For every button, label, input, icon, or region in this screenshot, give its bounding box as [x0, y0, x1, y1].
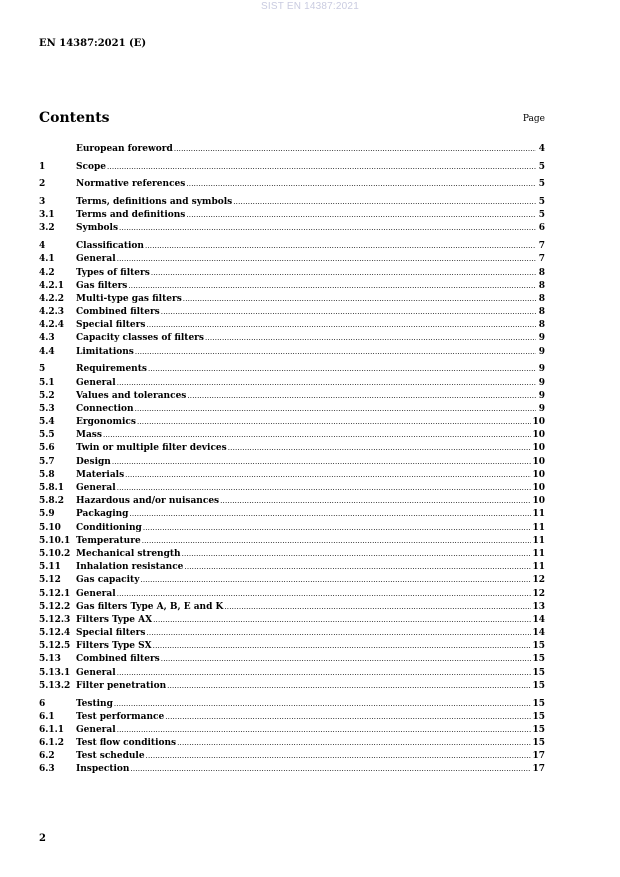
- toc-entry-number: 5.12: [39, 575, 61, 586]
- toc-entry-number: 5.8.2: [39, 496, 65, 507]
- toc-entry[interactable]: [39, 332, 545, 345]
- toc-entry[interactable]: [39, 614, 545, 627]
- toc-entry-title: General: [76, 724, 116, 735]
- toc-entry[interactable]: [39, 495, 545, 508]
- toc-entry-page: 15: [532, 738, 545, 749]
- toc-entry-page: 5: [538, 210, 545, 221]
- toc-entry-title: General: [76, 483, 116, 493]
- toc-entry-page: 8: [538, 320, 545, 331]
- toc-entry[interactable]: [39, 363, 545, 376]
- toc-entry[interactable]: [39, 319, 545, 332]
- toc-entry-number: 4.3: [39, 333, 55, 344]
- toc-entry-title: Capacity classes of filters: [76, 333, 204, 344]
- toc-entry[interactable]: [39, 178, 545, 191]
- toc-entry-number: 5.12.5: [39, 641, 71, 652]
- toc-entry-number: 5.13.2: [39, 680, 71, 691]
- page-column-label: Page: [522, 114, 545, 124]
- toc-entry-page: 15: [532, 680, 545, 691]
- toc-entry-page: 15: [532, 711, 545, 722]
- toc-entry-page: 15: [532, 641, 545, 652]
- toc-entry-title: Inhalation resistance: [76, 562, 184, 573]
- dot-leader: [146, 750, 532, 763]
- toc-entry-title: Terms and definitions: [76, 210, 186, 221]
- dot-leader: [183, 293, 536, 306]
- toc-entry-page: 8: [538, 307, 545, 318]
- dot-leader: [151, 267, 536, 280]
- toc-entry-title: Test schedule: [76, 751, 145, 762]
- page-title: Contents: [39, 110, 110, 126]
- toc-entry-number: 6.1: [39, 711, 55, 722]
- toc-entry-title: Multi-type gas filters: [76, 293, 182, 304]
- toc-entry-page: 7: [538, 254, 545, 265]
- toc-entry-page: 15: [532, 667, 545, 678]
- dot-leader: [142, 535, 532, 548]
- toc-entry-page: 7: [538, 241, 545, 252]
- dot-leader: [153, 640, 532, 653]
- dot-leader: [117, 253, 536, 266]
- toc-entry[interactable]: [39, 508, 545, 521]
- dot-leader: [184, 561, 531, 574]
- toc-entry-title: Temperature: [76, 535, 141, 546]
- dot-leader: [174, 143, 536, 156]
- toc-entry[interactable]: [39, 574, 545, 587]
- toc-entry-title: Connection: [76, 403, 134, 414]
- toc-entry-page: 11: [532, 522, 545, 533]
- toc-entry[interactable]: [39, 377, 545, 390]
- toc-entry-page: 8: [538, 280, 545, 291]
- dot-leader: [140, 574, 531, 587]
- toc-entry[interactable]: [39, 222, 545, 235]
- dot-leader: [117, 482, 532, 495]
- toc-entry[interactable]: [39, 522, 545, 535]
- toc-entry-number: 5.6: [39, 443, 55, 454]
- toc-entry-title: Hazardous and/or nuisances: [76, 496, 220, 507]
- toc-entry-number: 5.10.1: [39, 535, 71, 546]
- dot-leader: [145, 240, 536, 253]
- toc-entry[interactable]: [39, 667, 545, 680]
- dot-leader: [146, 319, 536, 332]
- toc-entry[interactable]: [39, 416, 545, 429]
- toc-entry-page: 14: [532, 628, 545, 639]
- toc-entry-title: Gas filters Type A, B, E and K: [76, 601, 224, 612]
- toc-entry-number: 5.12.2: [39, 601, 71, 612]
- toc-entry[interactable]: [39, 737, 545, 750]
- toc-entry[interactable]: [39, 535, 545, 548]
- dot-leader: [233, 196, 536, 209]
- toc-entry[interactable]: [39, 653, 545, 666]
- toc-entry-page: 11: [532, 562, 545, 573]
- toc-entry-title: Mass: [76, 430, 102, 441]
- toc-entry-page: 17: [532, 751, 545, 762]
- dot-leader: [129, 508, 531, 521]
- toc-entry-title: General: [76, 588, 116, 599]
- dot-leader: [117, 377, 536, 390]
- toc-entry[interactable]: [39, 711, 545, 724]
- toc-entry-title: General: [76, 667, 116, 678]
- toc-entry-title: Mechanical strength: [76, 548, 181, 559]
- toc-entry[interactable]: [39, 253, 545, 266]
- toc-entry[interactable]: [39, 680, 545, 693]
- toc-entry[interactable]: [39, 403, 545, 416]
- toc-entry-title: Special filters: [76, 320, 146, 331]
- toc-entry[interactable]: [39, 724, 545, 737]
- dot-leader: [130, 763, 531, 776]
- toc-entry-number: 3.1: [39, 210, 55, 221]
- toc-entry-number: 4.4: [39, 346, 55, 357]
- toc-entry-number: 4.2.2: [39, 293, 65, 304]
- toc-entry[interactable]: [39, 280, 545, 293]
- toc-entry[interactable]: [39, 763, 545, 776]
- toc-entry-number: 5.2: [39, 390, 55, 401]
- toc-entry-title: Normative references: [76, 179, 186, 190]
- toc-entry-title: Gas capacity: [76, 575, 140, 586]
- toc-entry-page: 10: [532, 417, 545, 428]
- toc-entry-page: 13: [532, 601, 545, 612]
- toc-entry[interactable]: [39, 143, 545, 156]
- toc-entry-title: Filter penetration: [76, 680, 167, 691]
- toc-entry-page: 9: [538, 377, 545, 388]
- toc-entry-title: Gas filters: [76, 280, 128, 291]
- toc-entry-title: Design: [76, 456, 111, 467]
- toc-entry[interactable]: [39, 627, 545, 640]
- toc-entry[interactable]: [39, 196, 545, 209]
- toc-entry-title: Requirements: [76, 364, 147, 375]
- table-of-contents: [39, 143, 545, 777]
- dot-leader: [182, 548, 532, 561]
- toc-entry-title: General: [76, 254, 116, 265]
- toc-entry-page: 15: [532, 654, 545, 665]
- toc-entry-title: General: [76, 377, 116, 388]
- toc-entry-title: Terms, definitions and symbols: [76, 197, 233, 208]
- toc-entry-number: 5.1: [39, 377, 55, 388]
- toc-entry-number: 5.12.1: [39, 588, 71, 599]
- toc-entry-title: Symbols: [76, 223, 119, 234]
- toc-entry[interactable]: [39, 588, 545, 601]
- toc-entry-title: Special filters: [76, 628, 146, 639]
- toc-entry-page: 10: [532, 443, 545, 454]
- toc-entry[interactable]: [39, 482, 545, 495]
- toc-entry-page: 12: [532, 575, 545, 586]
- toc-entry[interactable]: [39, 750, 545, 763]
- toc-entry-number: 5.9: [39, 509, 55, 520]
- dot-leader: [224, 601, 531, 614]
- toc-entry[interactable]: [39, 429, 545, 442]
- dot-leader: [112, 456, 532, 469]
- toc-entry[interactable]: [39, 456, 545, 469]
- toc-entry-number: 5.10: [39, 522, 61, 533]
- toc-entry-number: 3: [39, 197, 46, 208]
- dot-leader: [117, 588, 532, 601]
- toc-entry[interactable]: [39, 293, 545, 306]
- toc-entry[interactable]: [39, 548, 545, 561]
- dot-leader: [161, 306, 536, 319]
- toc-entry-page: 10: [532, 483, 545, 493]
- toc-entry-title: Combined filters: [76, 654, 160, 665]
- dot-leader: [103, 429, 532, 442]
- toc-entry-page: 12: [532, 588, 545, 599]
- toc-entry-number: 4.2.3: [39, 307, 65, 318]
- toc-entry-number: 4.2: [39, 267, 55, 278]
- dot-leader: [143, 522, 532, 535]
- dot-leader: [153, 614, 531, 627]
- dot-leader: [135, 346, 536, 359]
- toc-entry-number: 1: [39, 161, 46, 172]
- dot-leader: [205, 332, 536, 345]
- dot-leader: [107, 161, 536, 174]
- toc-entry-number: 5.3: [39, 403, 55, 414]
- toc-entry-title: Materials: [76, 469, 125, 480]
- toc-entry-number: 4: [39, 241, 46, 252]
- toc-entry-page: 10: [532, 469, 545, 480]
- dot-leader: [228, 442, 532, 455]
- toc-entry[interactable]: [39, 442, 545, 455]
- toc-entry-page: 6: [538, 223, 545, 234]
- toc-entry-number: 4.1: [39, 254, 55, 265]
- dot-leader: [165, 711, 531, 724]
- toc-entry-page: 9: [538, 403, 545, 414]
- dot-leader: [186, 209, 536, 222]
- toc-entry-title: Packaging: [76, 509, 129, 520]
- toc-entry-page: 8: [538, 267, 545, 278]
- toc-entry-title: Conditioning: [76, 522, 142, 533]
- toc-entry-number: 5.13: [39, 654, 61, 665]
- dot-leader: [117, 667, 532, 680]
- toc-entry-page: 9: [538, 364, 545, 375]
- toc-entry-page: 15: [532, 698, 545, 709]
- toc-entry-page: 10: [532, 456, 545, 467]
- toc-entry-title: Testing: [76, 698, 113, 709]
- toc-entry-number: 6: [39, 698, 46, 709]
- toc-entry-number: 6.3: [39, 764, 55, 775]
- toc-entry-page: 17: [532, 764, 545, 775]
- watermark: SIST EN 14387:2021: [261, 1, 359, 12]
- toc-entry-number: 2: [39, 179, 46, 190]
- toc-entry-number: 5.8.1: [39, 483, 65, 493]
- toc-entry-page: 15: [532, 724, 545, 735]
- toc-entry-title: Scope: [76, 161, 107, 172]
- toc-entry-number: 5.8: [39, 469, 55, 480]
- toc-entry-number: 6.1.1: [39, 724, 65, 735]
- toc-entry-title: Classification: [76, 241, 144, 252]
- toc-entry-title: Test performance: [76, 711, 165, 722]
- toc-entry[interactable]: [39, 240, 545, 253]
- toc-entry-number: 4.2.1: [39, 280, 65, 291]
- toc-entry-title: Combined filters: [76, 307, 160, 318]
- dot-leader: [114, 698, 532, 711]
- dot-leader: [119, 222, 536, 235]
- toc-entry-page: 10: [532, 430, 545, 441]
- dot-leader: [186, 178, 536, 191]
- dot-leader: [167, 680, 531, 693]
- toc-entry[interactable]: [39, 267, 545, 280]
- dot-leader: [177, 737, 531, 750]
- toc-entry-page: 8: [538, 293, 545, 304]
- toc-entry-number: 6.2: [39, 751, 55, 762]
- toc-entry-number: 5.7: [39, 456, 55, 467]
- toc-entry[interactable]: [39, 469, 545, 482]
- toc-entry-page: 5: [538, 179, 545, 190]
- toc-entry-number: 5.12.3: [39, 614, 71, 625]
- toc-entry-page: 14: [532, 614, 545, 625]
- toc-entry[interactable]: [39, 698, 545, 711]
- dot-leader: [187, 390, 536, 403]
- toc-entry-number: 5.13.1: [39, 667, 71, 678]
- dot-leader: [220, 495, 531, 508]
- toc-entry-page: 11: [532, 535, 545, 546]
- toc-entry-number: 6.1.2: [39, 738, 65, 749]
- toc-entry-title: Twin or multiple filter devices: [76, 443, 227, 454]
- toc-entry-page: 11: [532, 548, 545, 559]
- dot-leader: [146, 627, 531, 640]
- toc-entry[interactable]: [39, 346, 545, 359]
- toc-entry-page: 4: [538, 144, 545, 154]
- toc-entry-number: 4.2.4: [39, 320, 65, 331]
- dot-leader: [128, 280, 536, 293]
- toc-entry-title: European foreword: [76, 144, 173, 154]
- dot-leader: [137, 416, 532, 429]
- toc-entry-page: 5: [538, 197, 545, 208]
- toc-entry-number: 5.4: [39, 417, 55, 428]
- toc-entry[interactable]: [39, 601, 545, 614]
- page-number: 2: [39, 833, 46, 844]
- toc-entry-title: Filters Type SX: [76, 641, 152, 652]
- toc-entry-page: 9: [538, 333, 545, 344]
- toc-entry-page: 9: [538, 390, 545, 401]
- toc-entry-number: 5.11: [39, 562, 61, 573]
- toc-entry-title: Test flow conditions: [76, 738, 177, 749]
- toc-entry-title: Limitations: [76, 346, 134, 357]
- toc-entry-page: 9: [538, 346, 545, 357]
- toc-entry-number: 3.2: [39, 223, 55, 234]
- dot-leader: [125, 469, 531, 482]
- toc-entry-number: 5.10.2: [39, 548, 71, 559]
- toc-entry-title: Values and tolerances: [76, 390, 187, 401]
- toc-entry-title: Types of filters: [76, 267, 150, 278]
- toc-entry-page: 5: [538, 161, 545, 172]
- toc-entry[interactable]: [39, 306, 545, 319]
- dot-leader: [135, 403, 536, 416]
- toc-entry[interactable]: [39, 390, 545, 403]
- dot-leader: [117, 724, 532, 737]
- toc-entry[interactable]: [39, 209, 545, 222]
- toc-entry-title: Ergonomics: [76, 417, 136, 428]
- dot-leader: [161, 653, 532, 666]
- dot-leader: [148, 363, 536, 376]
- toc-entry-title: Filters Type AX: [76, 614, 153, 625]
- toc-entry-number: 5.12.4: [39, 628, 71, 639]
- toc-entry[interactable]: [39, 161, 545, 174]
- toc-entry-page: 11: [532, 509, 545, 520]
- toc-entry[interactable]: [39, 561, 545, 574]
- toc-entry-page: 10: [532, 496, 545, 507]
- toc-entry-title: Inspection: [76, 764, 130, 775]
- toc-entry[interactable]: [39, 640, 545, 653]
- document-id: EN 14387:2021 (E): [39, 38, 147, 49]
- toc-entry-number: 5.5: [39, 430, 55, 441]
- toc-entry-number: 5: [39, 364, 46, 375]
